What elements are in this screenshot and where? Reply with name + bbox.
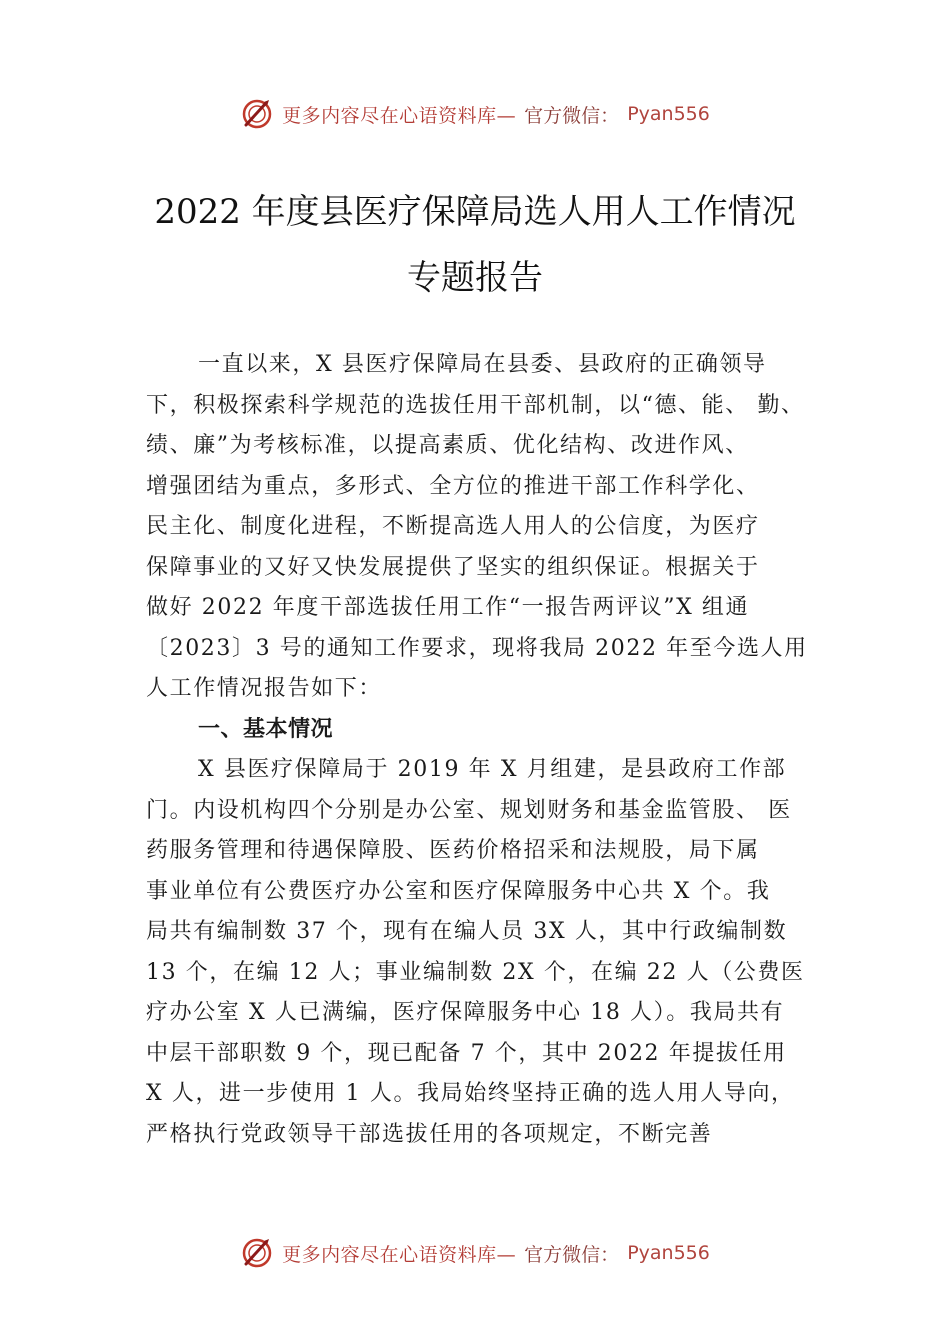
banner-wechat-id: Pyan556: [627, 1242, 710, 1264]
body-line: 事业单位有公费医疗办公室和医疗保障服务中心共 X 个。我: [146, 878, 771, 904]
body-line: 中层干部职数 9 个，现已配备 7 个，其中 2022 年提拔任用: [146, 1040, 787, 1066]
banner-wechat-label: 官方微信：: [524, 104, 620, 127]
brush-logo-icon: [240, 97, 274, 131]
body-line: X 人，进一步使用 1 人。我局始终坚持正确的选人用人导向，: [146, 1081, 795, 1106]
body-line: 药服务管理和待遇保障股、医药价格招采和法规股，局下属: [146, 838, 760, 863]
section-heading: 一、基本情况: [198, 716, 334, 742]
body-line: 保障事业的又好又快发展提供了坚实的组织保证。根据关于: [146, 554, 760, 580]
body-line: 严格执行党政领导干部选拔任用的各项规定，不断完善: [146, 1121, 713, 1147]
document-body: [146, 345, 846, 1155]
body-line: 13 个，在编 12 人；事业编制数 2X 个，在编 22 人（公费医: [146, 959, 805, 985]
banner-text: 更多内容尽在心语资料库—: [282, 1243, 517, 1266]
header-banner: [0, 94, 950, 134]
footer-banner: [0, 1233, 950, 1273]
body-line: 增强团结为重点，多形式、全方位的推进干部工作科学化、: [146, 473, 760, 499]
body-line: 门。内设机构四个分别是办公室、规划财务和基金监管股、 医: [146, 797, 792, 823]
body-line: 民主化、制度化进程，不断提高选人用人的公信度，为医疗: [146, 514, 760, 539]
banner-wechat-id: Pyan556: [627, 103, 710, 125]
brush-logo-icon: [240, 1236, 274, 1270]
body-line: 〔2023〕3 号的通知工作要求，现将我局 2022 年至今选人用: [146, 635, 808, 661]
body-line: 疗办公室 X 人已满编，医疗保障服务中心 18 人）。我局共有: [146, 1000, 785, 1025]
body-line: 下，积极探索科学规范的选拔任用干部机制，以“德、能、 勤、: [146, 392, 805, 418]
body-line: 做好 2022 年度干部选拔任用工作“一报告两评议”X 组通: [146, 595, 750, 620]
body-line: X 县医疗保障局于 2019 年 X 月组建，是县政府工作部: [198, 757, 787, 782]
body-line: 一直以来，X 县医疗保障局在县委、县政府的正确领导: [198, 352, 767, 377]
banner-wechat-label: 官方微信：: [524, 1243, 620, 1266]
body-line: 绩、廉”为考核标准，以提高素质、优化结构、改进作风、: [146, 433, 749, 458]
body-line: 局共有编制数 37 个，现有在编人员 3X 人，其中行政编制数: [146, 919, 788, 944]
document-title-line1: 2022 年度县医疗保障局选人用人工作情况: [154, 192, 796, 232]
document-title-line2: 专题报告: [407, 258, 543, 298]
body-line: 人工作情况报告如下：: [146, 676, 383, 701]
banner-text: 更多内容尽在心语资料库—: [282, 104, 517, 127]
